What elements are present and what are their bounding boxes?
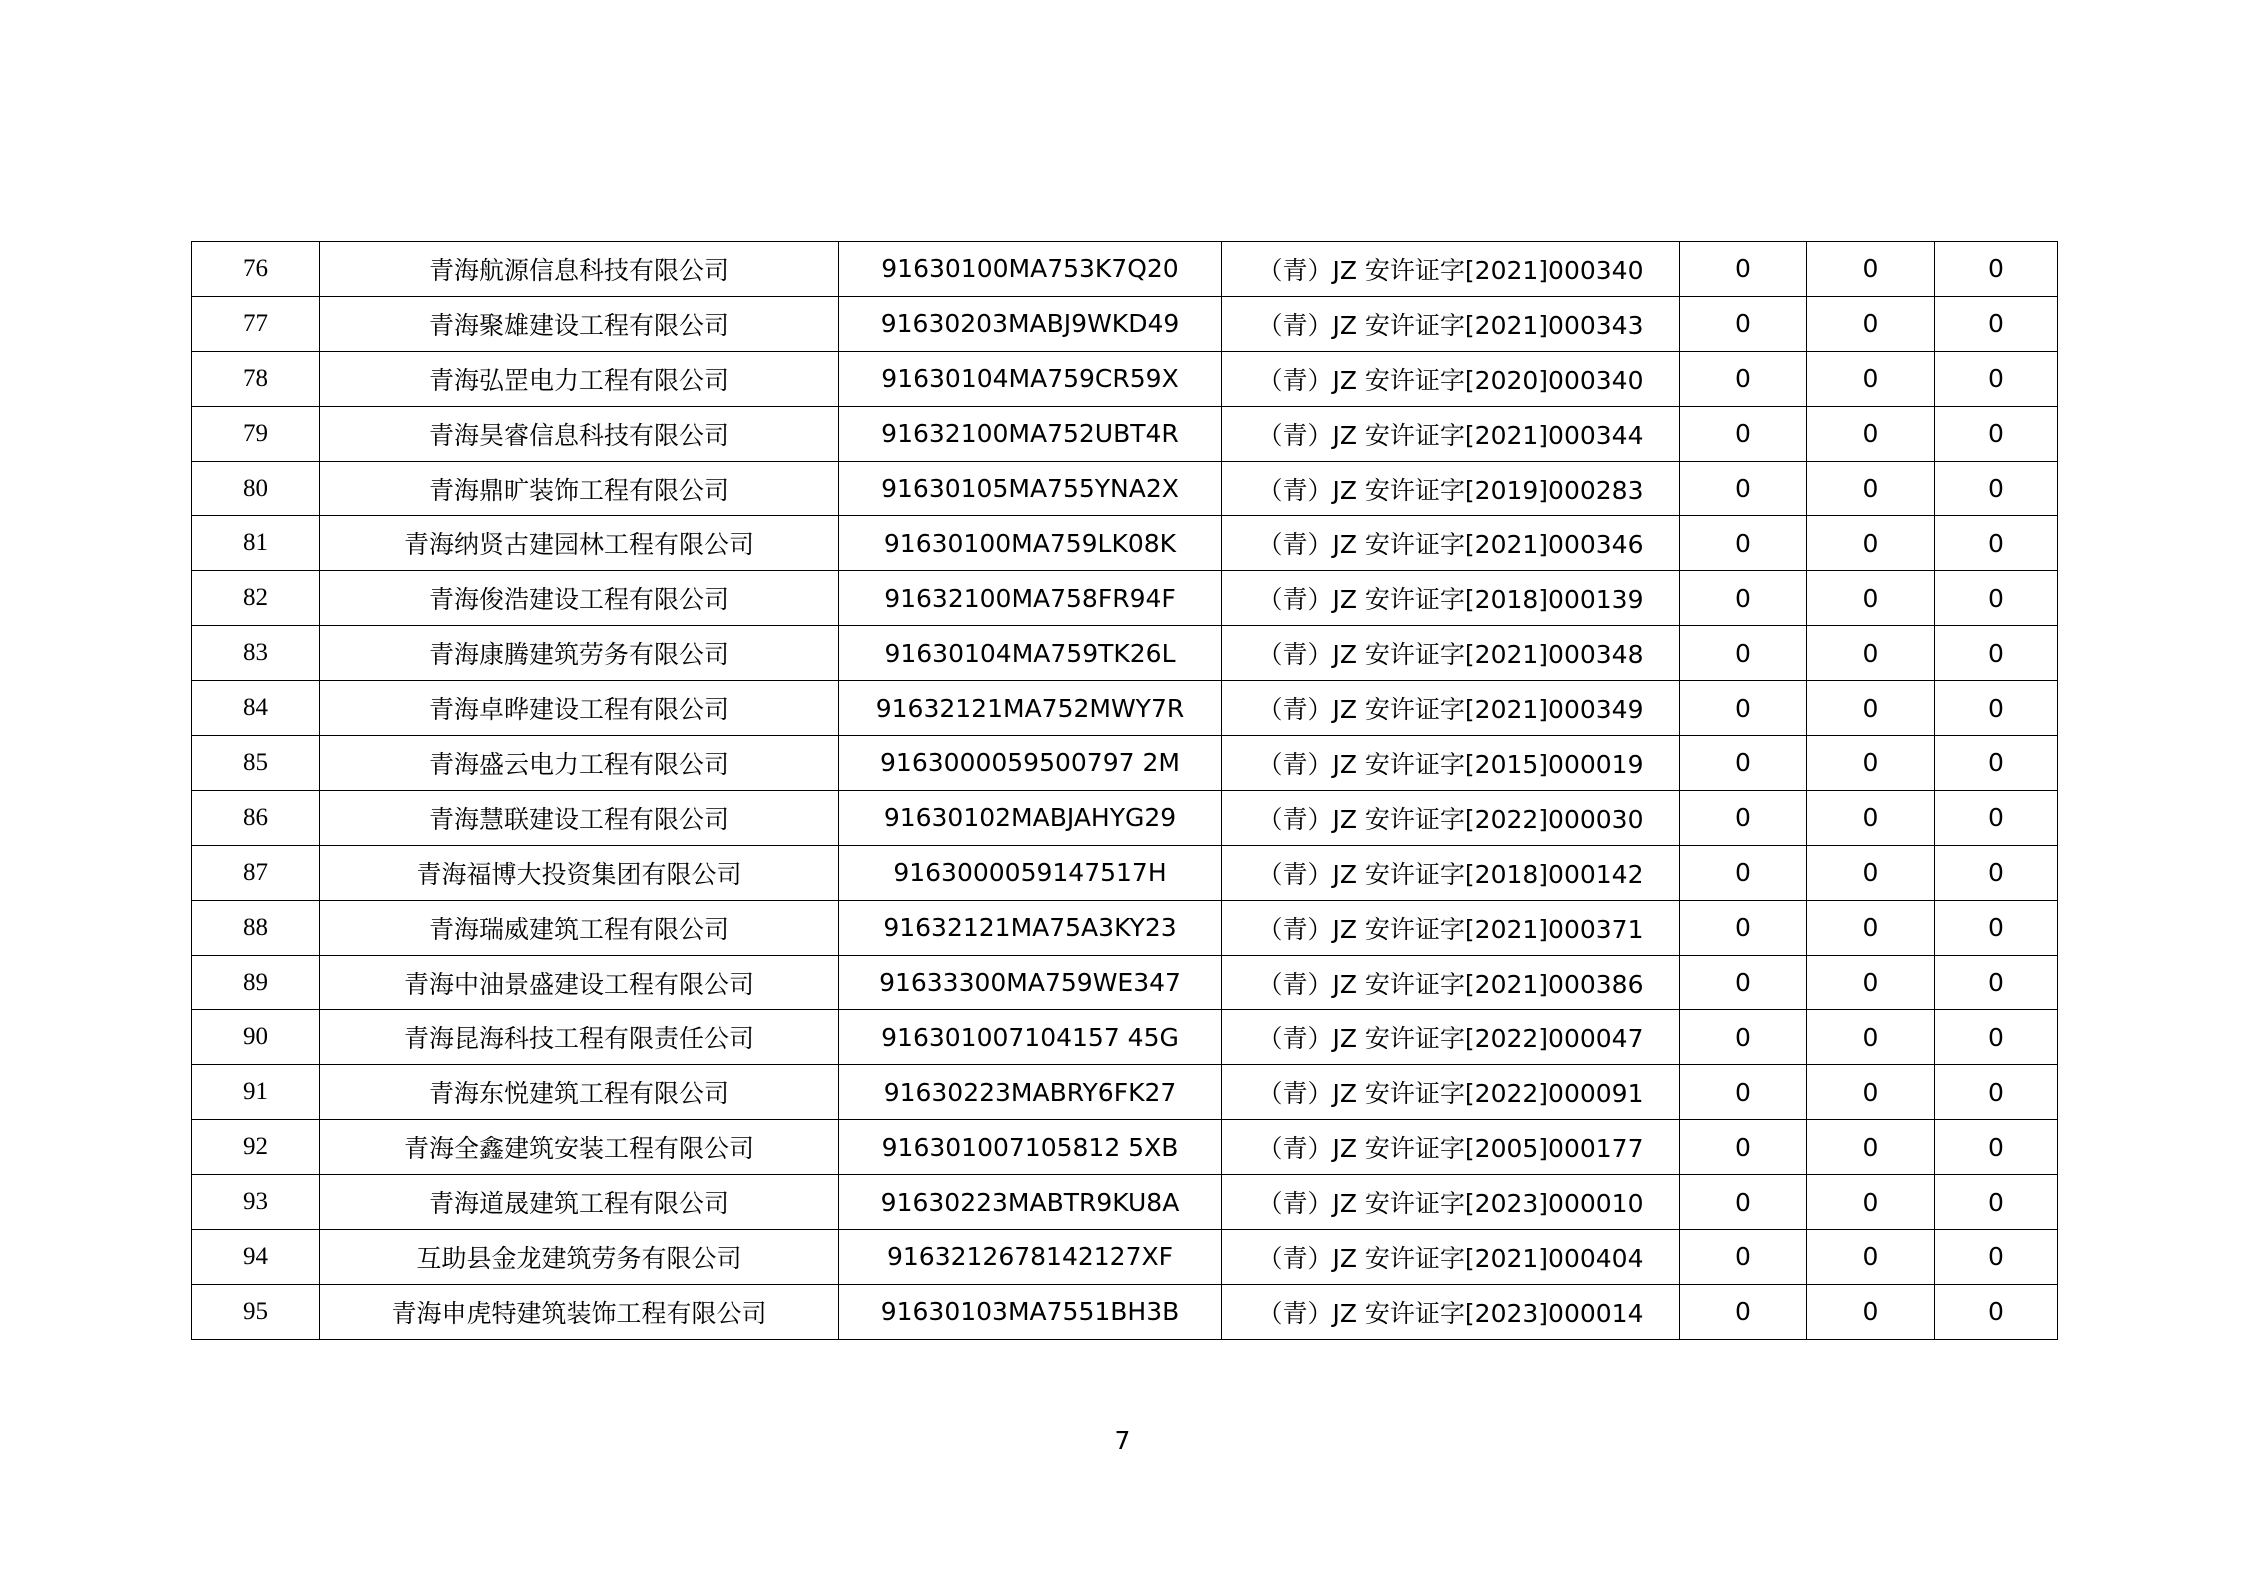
value-cell-2: 0 [1807,1120,1935,1175]
value-cell-3: 0 [1935,1230,2058,1285]
company-name-cell: 青海弘罡电力工程有限公司 [320,351,839,406]
license-number-cell: （青）JZ 安许证字[2021]000346 [1222,516,1680,571]
company-name-cell: 青海瑞威建筑工程有限公司 [320,900,839,955]
credit-code-cell: 91632121MA752MWY7R [839,681,1222,736]
company-name-cell: 青海俊浩建设工程有限公司 [320,571,839,626]
value-cell-3: 0 [1935,955,2058,1010]
license-number-cell: （青）JZ 安许证字[2015]000019 [1222,736,1680,791]
row-number-cell: 91 [192,1065,320,1120]
value-cell-2: 0 [1807,1010,1935,1065]
credit-code-cell: 9163000059147517H [839,845,1222,900]
credit-code-cell: 91630100MA753K7Q20 [839,242,1222,297]
license-number-cell: （青）JZ 安许证字[2021]000348 [1222,626,1680,681]
table-row [192,736,2058,791]
value-cell-1: 0 [1680,1120,1807,1175]
company-name-cell: 青海卓晔建设工程有限公司 [320,681,839,736]
row-number-cell: 88 [192,900,320,955]
value-cell-2: 0 [1807,1230,1935,1285]
row-number-cell: 93 [192,1175,320,1230]
credit-code-cell: 91633300MA759WE347 [839,955,1222,1010]
value-cell-3: 0 [1935,736,2058,791]
row-number-cell: 92 [192,1120,320,1175]
value-cell-3: 0 [1935,351,2058,406]
value-cell-3: 0 [1935,626,2058,681]
company-name-cell: 互助县金龙建筑劳务有限公司 [320,1230,839,1285]
row-number-cell: 80 [192,461,320,516]
value-cell-3: 0 [1935,900,2058,955]
credit-code-cell: 91630203MABJ9WKD49 [839,296,1222,351]
license-number-cell: （青）JZ 安许证字[2021]000386 [1222,955,1680,1010]
credit-code-cell: 91630104MA759TK26L [839,626,1222,681]
value-cell-3: 0 [1935,790,2058,845]
company-name-cell: 青海东悦建筑工程有限公司 [320,1065,839,1120]
value-cell-1: 0 [1680,736,1807,791]
value-cell-2: 0 [1807,1065,1935,1120]
credit-code-cell: 9163212678142127XF [839,1230,1222,1285]
table-row [192,296,2058,351]
value-cell-2: 0 [1807,900,1935,955]
value-cell-3: 0 [1935,242,2058,297]
value-cell-1: 0 [1680,626,1807,681]
license-number-cell: （青）JZ 安许证字[2021]000349 [1222,681,1680,736]
value-cell-2: 0 [1807,1175,1935,1230]
value-cell-2: 0 [1807,351,1935,406]
credit-code-cell: 91630100MA759LK08K [839,516,1222,571]
table-row [192,626,2058,681]
value-cell-1: 0 [1680,845,1807,900]
value-cell-1: 0 [1680,790,1807,845]
table-row [192,242,2058,297]
value-cell-2: 0 [1807,296,1935,351]
credit-code-cell: 916301007105812 5XB [839,1120,1222,1175]
value-cell-2: 0 [1807,1284,1935,1339]
table-row [192,406,2058,461]
page-number: 7 [1114,1426,1131,1455]
value-cell-3: 0 [1935,1120,2058,1175]
row-number-cell: 90 [192,1010,320,1065]
table-row [192,1065,2058,1120]
credit-code-cell: 91630104MA759CR59X [839,351,1222,406]
company-name-cell: 青海昊睿信息科技有限公司 [320,406,839,461]
license-number-cell: （青）JZ 安许证字[2023]000010 [1222,1175,1680,1230]
row-number-cell: 79 [192,406,320,461]
value-cell-2: 0 [1807,516,1935,571]
row-number-cell: 83 [192,626,320,681]
license-number-cell: （青）JZ 安许证字[2022]000091 [1222,1065,1680,1120]
credit-code-cell: 91632100MA752UBT4R [839,406,1222,461]
company-name-cell: 青海中油景盛建设工程有限公司 [320,955,839,1010]
company-name-cell: 青海昆海科技工程有限责任公司 [320,1010,839,1065]
value-cell-1: 0 [1680,681,1807,736]
table-row [192,571,2058,626]
row-number-cell: 81 [192,516,320,571]
license-number-cell: （青）JZ 安许证字[2018]000139 [1222,571,1680,626]
value-cell-1: 0 [1680,1175,1807,1230]
row-number-cell: 77 [192,296,320,351]
value-cell-1: 0 [1680,461,1807,516]
company-name-cell: 青海鼎旷装饰工程有限公司 [320,461,839,516]
company-name-cell: 青海航源信息科技有限公司 [320,242,839,297]
table-row [192,790,2058,845]
value-cell-3: 0 [1935,681,2058,736]
credit-code-cell: 91630103MA7551BH3B [839,1284,1222,1339]
value-cell-1: 0 [1680,900,1807,955]
license-number-cell: （青）JZ 安许证字[2021]000343 [1222,296,1680,351]
company-registry-table [191,241,2058,1340]
value-cell-1: 0 [1680,1010,1807,1065]
value-cell-3: 0 [1935,571,2058,626]
credit-code-cell: 91630223MABTR9KU8A [839,1175,1222,1230]
value-cell-1: 0 [1680,571,1807,626]
value-cell-1: 0 [1680,242,1807,297]
row-number-cell: 87 [192,845,320,900]
table-row [192,1120,2058,1175]
credit-code-cell: 916301007104157 45G [839,1010,1222,1065]
value-cell-2: 0 [1807,461,1935,516]
value-cell-3: 0 [1935,1284,2058,1339]
value-cell-2: 0 [1807,681,1935,736]
value-cell-2: 0 [1807,845,1935,900]
value-cell-2: 0 [1807,736,1935,791]
value-cell-2: 0 [1807,242,1935,297]
table-row [192,845,2058,900]
row-number-cell: 78 [192,351,320,406]
value-cell-1: 0 [1680,351,1807,406]
company-name-cell: 青海全鑫建筑安装工程有限公司 [320,1120,839,1175]
credit-code-cell: 9163000059500797 2M [839,736,1222,791]
row-number-cell: 82 [192,571,320,626]
table-row [192,900,2058,955]
row-number-cell: 85 [192,736,320,791]
value-cell-1: 0 [1680,406,1807,461]
value-cell-1: 0 [1680,1230,1807,1285]
value-cell-1: 0 [1680,296,1807,351]
credit-code-cell: 91630105MA755YNA2X [839,461,1222,516]
value-cell-3: 0 [1935,1175,2058,1230]
value-cell-1: 0 [1680,955,1807,1010]
company-name-cell: 青海康腾建筑劳务有限公司 [320,626,839,681]
license-number-cell: （青）JZ 安许证字[2022]000030 [1222,790,1680,845]
company-name-cell: 青海聚雄建设工程有限公司 [320,296,839,351]
license-number-cell: （青）JZ 安许证字[2021]000340 [1222,242,1680,297]
value-cell-3: 0 [1935,1065,2058,1120]
license-number-cell: （青）JZ 安许证字[2020]000340 [1222,351,1680,406]
table-row [192,1284,2058,1339]
table-row [192,1175,2058,1230]
credit-code-cell: 91632121MA75A3KY23 [839,900,1222,955]
value-cell-3: 0 [1935,1010,2058,1065]
company-name-cell: 青海申虎特建筑装饰工程有限公司 [320,1284,839,1339]
row-number-cell: 95 [192,1284,320,1339]
value-cell-2: 0 [1807,406,1935,461]
table-row [192,1010,2058,1065]
license-number-cell: （青）JZ 安许证字[2018]000142 [1222,845,1680,900]
license-number-cell: （青）JZ 安许证字[2021]000404 [1222,1230,1680,1285]
license-number-cell: （青）JZ 安许证字[2022]000047 [1222,1010,1680,1065]
table-row [192,1230,2058,1285]
value-cell-2: 0 [1807,955,1935,1010]
license-number-cell: （青）JZ 安许证字[2021]000371 [1222,900,1680,955]
table-row [192,516,2058,571]
value-cell-3: 0 [1935,406,2058,461]
table-body [192,242,2058,1340]
value-cell-1: 0 [1680,516,1807,571]
row-number-cell: 76 [192,242,320,297]
license-number-cell: （青）JZ 安许证字[2019]000283 [1222,461,1680,516]
license-number-cell: （青）JZ 安许证字[2005]000177 [1222,1120,1680,1175]
credit-code-cell: 91630102MABJAHYG29 [839,790,1222,845]
value-cell-2: 0 [1807,571,1935,626]
table-row [192,955,2058,1010]
value-cell-2: 0 [1807,626,1935,681]
license-number-cell: （青）JZ 安许证字[2023]000014 [1222,1284,1680,1339]
value-cell-3: 0 [1935,461,2058,516]
row-number-cell: 89 [192,955,320,1010]
company-name-cell: 青海纳贤古建园林工程有限公司 [320,516,839,571]
value-cell-1: 0 [1680,1284,1807,1339]
company-name-cell: 青海盛云电力工程有限公司 [320,736,839,791]
value-cell-3: 0 [1935,845,2058,900]
value-cell-3: 0 [1935,296,2058,351]
value-cell-1: 0 [1680,1065,1807,1120]
table-row [192,681,2058,736]
company-name-cell: 青海福博大投资集团有限公司 [320,845,839,900]
row-number-cell: 94 [192,1230,320,1285]
credit-code-cell: 91632100MA758FR94F [839,571,1222,626]
row-number-cell: 84 [192,681,320,736]
company-name-cell: 青海慧联建设工程有限公司 [320,790,839,845]
value-cell-2: 0 [1807,790,1935,845]
table-row [192,351,2058,406]
company-name-cell: 青海道晟建筑工程有限公司 [320,1175,839,1230]
row-number-cell: 86 [192,790,320,845]
value-cell-3: 0 [1935,516,2058,571]
license-number-cell: （青）JZ 安许证字[2021]000344 [1222,406,1680,461]
credit-code-cell: 91630223MABRY6FK27 [839,1065,1222,1120]
table-row [192,461,2058,516]
